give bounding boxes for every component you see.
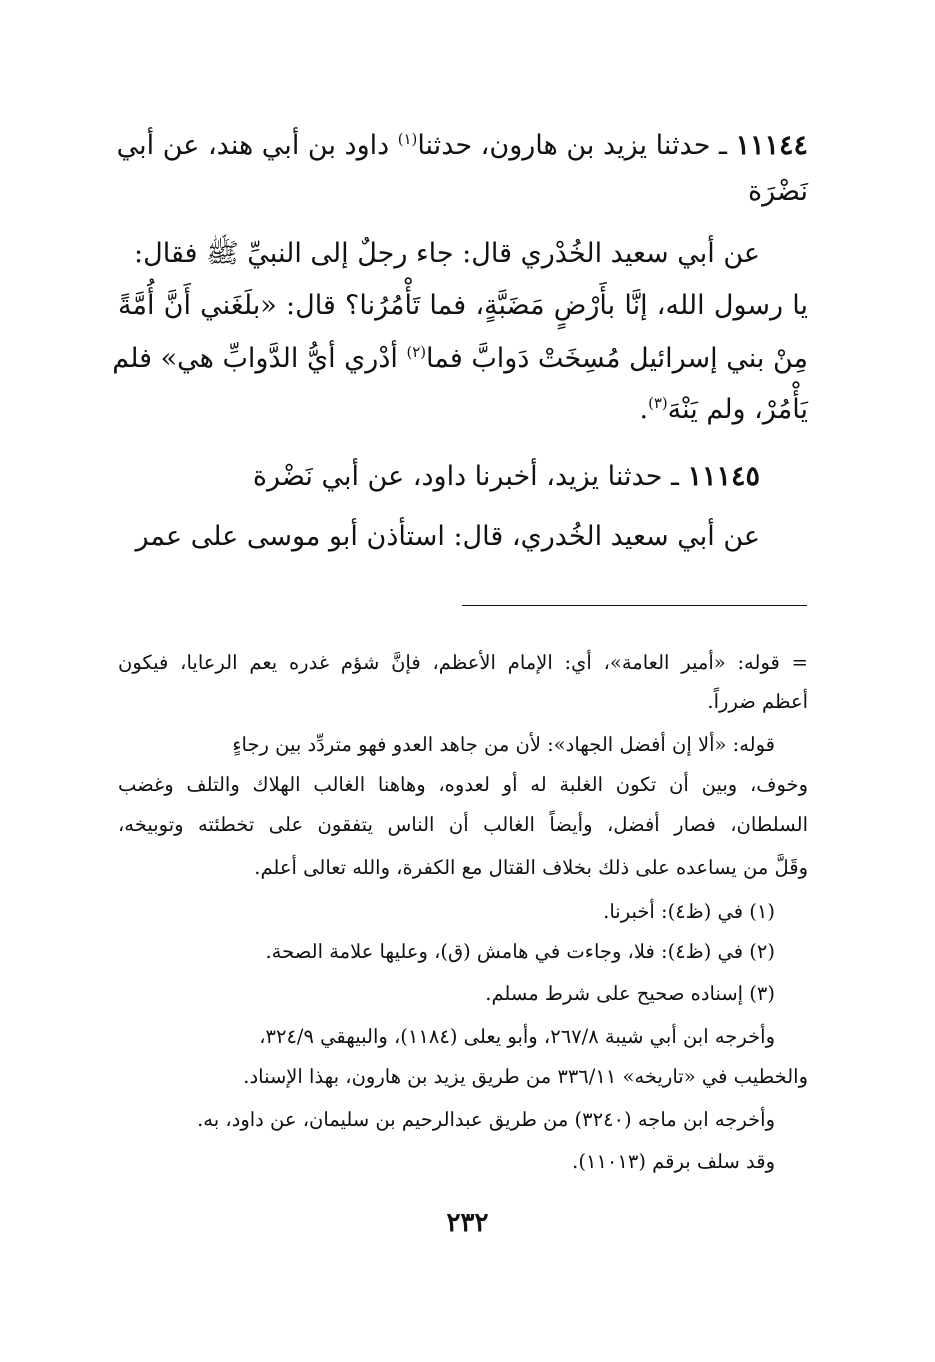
footnote-3: (٣) إسناده صحيح على شرط مسلم. bbox=[485, 982, 775, 1005]
footnote-paragraph-line-2: وخوف، وبين أن تكون الغلبة له أو لعدوه، وهاهنا الغالب الهلاك والتلف وغضب bbox=[118, 773, 808, 796]
hadith-1145-matn-line-1: عن أبي سعيد الخُدري، قال: استأذن أبو موسى على عمر bbox=[135, 521, 760, 552]
isnad-text: ـ حدثنا يزيد بن هارون، حدثنا bbox=[417, 130, 727, 161]
takhrij-1-line-1: وأخرجه ابن أبي شيبة ٢٦٧/٨، وأبو يعلى (١١٨٤)، والبيهقي ٣٢٤/٩، bbox=[259, 1025, 775, 1048]
matn-text: مِنْ بني إسرائيل مُسِخَتْ دَوابَّ فما bbox=[426, 343, 808, 374]
isnad-text: ـ حدثنا يزيد، أخبرنا داود، عن أبي نَضْرة bbox=[252, 461, 679, 492]
hadith-1144-line-2: نَضْرَة bbox=[748, 176, 808, 207]
matn-line-3 bbox=[112, 343, 808, 374]
footnote-paragraph-line-3: السلطان، فصار أفضل، وأيضاً الغالب أن الناس يتفقون على تخطئته وتوبيخه، bbox=[118, 813, 808, 836]
footnote-ref: (١) bbox=[397, 130, 418, 148]
cross-reference: وقد سلف برقم (١١٠١٣). bbox=[572, 1150, 775, 1173]
footnote-ref: (٢) bbox=[406, 343, 427, 361]
isnad-text: داود بن أبي هند، عن أبي bbox=[116, 130, 390, 161]
takhrij-2: وأخرجه ابن ماجه (٣٢٤٠) من طريق عبدالرحيم بن سليمان، عن داود، به. bbox=[197, 1108, 775, 1131]
page-number: ٢٣٢ bbox=[446, 1208, 489, 1238]
footnote-paragraph-line-1: قوله: «ألا إن أفضل الجهاد»: لأن من جاهد العدو فهو متردِّد بين رجاءٍ bbox=[232, 733, 775, 756]
matn-line-2: يا رسول الله، إنَّا بأَرْضٍ مَضَبَّةٍ، فما تَأْمُرُنا؟ قال: «بلَغَني أَنَّ أُمَّةً bbox=[118, 290, 808, 321]
footnote-continuation-line-1: = قوله: «أمير العامة»، أي: الإمام الأعظم، فإنَّ شؤم غدره يعم الرعايا، فيكون bbox=[118, 651, 808, 674]
hadith-number: ١١١٤٤ bbox=[735, 130, 808, 161]
takhrij-1-line-2: والخطيب في «تاريخه» ٣٣٦/١١ من طريق يزيد بن هارون، بهذا الإسناد. bbox=[243, 1065, 808, 1088]
hadith-number: ١١١٤٥ bbox=[687, 461, 760, 492]
footnote-separator bbox=[462, 605, 807, 606]
hadith-1145-line-1 bbox=[253, 463, 760, 490]
footnote-1: (١) في (ظ٤): أخبرنا. bbox=[603, 900, 775, 923]
footnote-continuation-line-2: أعظم ضرراً. bbox=[707, 690, 808, 713]
footnote-2: (٢) في (ظ٤): فلا، وجاءت في هامش (ق)، وعليها علامة الصحة. bbox=[265, 940, 775, 963]
footnote-paragraph-line-4: وقَلَّ من يساعده على ذلك بخلاف القتال مع الكفرة، والله تعالى أعلم. bbox=[254, 856, 808, 879]
matn-text: أدْري أيُّ الدَّوابِّ هي» فلم bbox=[112, 343, 398, 374]
footnote-ref: (٣) bbox=[648, 394, 668, 412]
matn-line-1: عن أبي سعيد الخُدْري قال: جاء رجلٌ إلى النبيِّ ﷺ فقال: bbox=[134, 238, 760, 269]
matn-text: . bbox=[639, 394, 649, 425]
hadith-1144-line-1 bbox=[118, 132, 808, 159]
matn-line-4 bbox=[639, 396, 808, 423]
matn-text: يَأْمُرْ، ولم يَنْهَ bbox=[667, 394, 808, 425]
